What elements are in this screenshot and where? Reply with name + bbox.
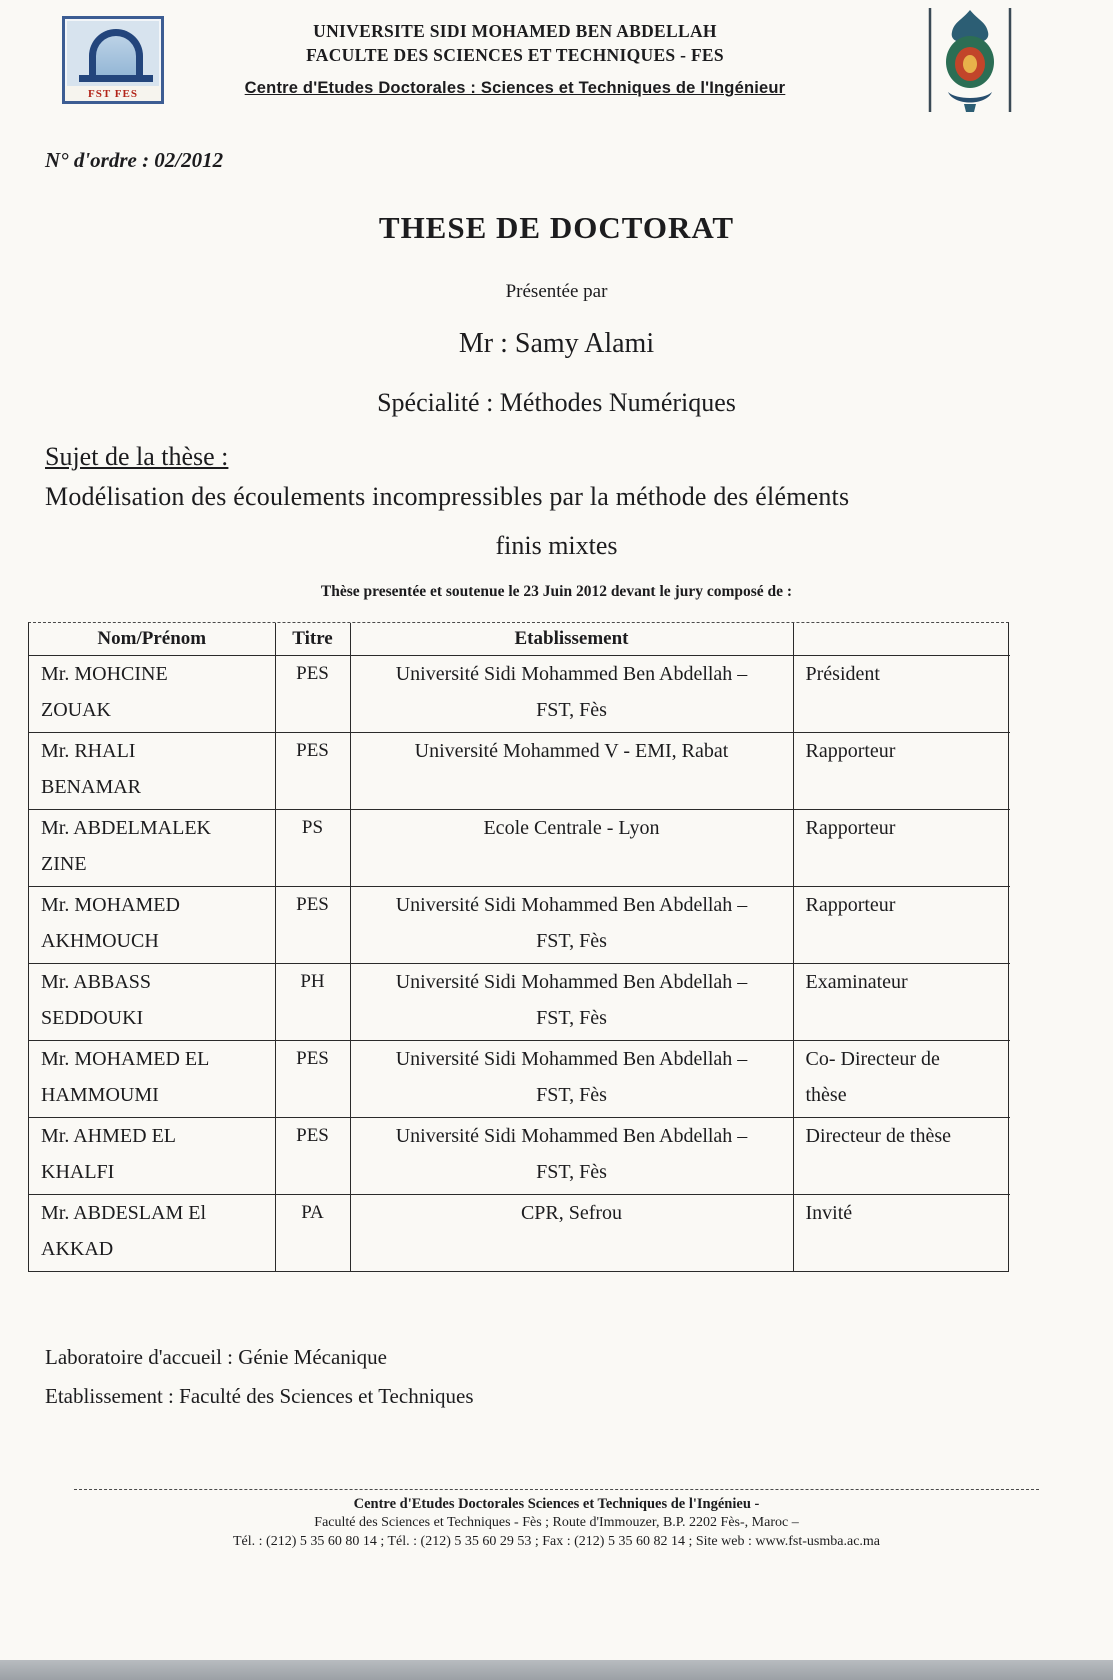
member-name-line1: Mr. ABBASS <box>41 970 152 993</box>
member-title: PA <box>275 1194 350 1271</box>
jury-row-6 <box>29 1040 1010 1117</box>
jury-row-5 <box>29 963 1010 1040</box>
member-name-line2: ZINE <box>41 852 87 875</box>
university-seal-icon <box>924 6 1016 114</box>
member-name-line2: KHALFI <box>41 1160 115 1183</box>
footer-divider <box>74 1489 1039 1490</box>
member-role-line1: Rapporteur <box>805 739 896 762</box>
member-title: PES <box>275 886 350 963</box>
jury-col-name: Nom/Prénom <box>29 623 275 655</box>
jury-row-4 <box>29 886 1010 963</box>
member-name-line2: ZOUAK <box>41 698 111 721</box>
member-name-line1: Mr. AHMED EL <box>41 1124 176 1147</box>
member-title: PES <box>275 655 350 732</box>
specialty-line: Spécialité : Méthodes Numériques <box>377 388 736 417</box>
subject-line2: finis mixtes <box>495 531 618 560</box>
host-lab-line: Laboratoire d'accueil : Génie Mécanique <box>45 1345 387 1369</box>
jury-row-1 <box>29 655 1010 732</box>
member-role-line1: Rapporteur <box>805 816 896 839</box>
jury-col-title: Titre <box>275 623 350 655</box>
member-name-line1: Mr. MOHAMED EL <box>41 1047 210 1070</box>
member-role-line2: thèse <box>805 1083 847 1106</box>
footer-center-name: Centre d'Etudes Doctorales Sciences et Techniques de l'Ingénieu - <box>353 1496 760 1512</box>
scan-edge <box>0 1660 1113 1680</box>
order-number: N° d'ordre : 02/2012 <box>45 148 224 172</box>
member-title: PES <box>275 732 350 809</box>
member-name-line1: Mr. ABDELMALEK <box>41 816 211 839</box>
member-role-line1: Directeur de thèse <box>805 1124 951 1147</box>
member-name-line2: HAMMOUMI <box>41 1083 159 1106</box>
jury-header-row <box>29 623 1010 655</box>
jury-intro: Thèse presentée et soutenue le 23 Juin 2012 devant le jury composé de : <box>320 583 793 600</box>
member-institution-line1: Université Sidi Mohammed Ben Abdellah – <box>395 1124 748 1147</box>
member-title: PES <box>275 1117 350 1194</box>
subject-label: Sujet de la thèse : <box>45 442 229 471</box>
member-institution-line1: Université Sidi Mohammed Ben Abdellah – <box>395 662 748 685</box>
jury-col-institution: Etablissement <box>350 623 793 655</box>
host-institution-line: Etablissement : Faculté des Sciences et Techniques <box>45 1384 474 1408</box>
member-role-line1: Examinateur <box>805 970 908 993</box>
jury-table <box>28 622 1009 1272</box>
jury-row-7 <box>29 1117 1010 1194</box>
fst-logo-icon <box>62 16 164 104</box>
member-name-line2: BENAMAR <box>41 775 142 798</box>
member-name-line2: AKHMOUCH <box>41 929 159 952</box>
member-institution-line2: FST, Fès <box>536 698 607 721</box>
member-title: PH <box>275 963 350 1040</box>
member-name-line1: Mr. MOHAMED <box>41 893 180 916</box>
member-institution-line2: FST, Fès <box>536 1006 607 1029</box>
jury-row-3 <box>29 809 1010 886</box>
member-institution-line2: FST, Fès <box>536 1083 607 1106</box>
member-institution-line1: Université Sidi Mohammed Ben Abdellah – <box>395 893 748 916</box>
member-name-line2: SEDDOUKI <box>41 1006 144 1029</box>
fst-logo-arch-icon <box>89 29 143 81</box>
footer-address: Faculté des Sciences et Techniques - Fès ; Route d'Immouzer, B.P. 2202 Fès-, Maroc – <box>314 1515 799 1530</box>
member-institution-line1: Université Sidi Mohammed Ben Abdellah – <box>395 970 748 993</box>
member-institution-line1: Ecole Centrale - Lyon <box>483 816 660 839</box>
member-role-line1: Président <box>805 662 880 685</box>
member-institution-line1: Université Sidi Mohammed Ben Abdellah – <box>395 1047 748 1070</box>
faculty-name: FACULTE DES SCIENCES ET TECHNIQUES - FES <box>306 44 724 65</box>
member-role-line1: Co- Directeur de <box>805 1047 940 1070</box>
member-name-line1: Mr. RHALI <box>41 739 136 762</box>
doctoral-center-name: Centre d'Etudes Doctorales : Sciences et Techniques de l'Ingénieur <box>244 79 786 98</box>
member-institution-line1: Université Mohammed V - EMI, Rabat <box>414 739 729 762</box>
jury-col-role <box>793 623 1010 655</box>
footer-contacts: Tél. : (212) 5 35 60 80 14 ; Tél. : (212) 5 35 60 29 53 ; Fax : (212) 5 35 60 82 14 ; Site web : www.fst-usmba.ac.ma <box>232 1534 881 1549</box>
member-name-line1: Mr. ABDESLAM El <box>41 1201 207 1224</box>
fst-logo-bar-icon <box>79 75 153 82</box>
author-name: Mr : Samy Alami <box>458 328 655 359</box>
thesis-title: THESE DE DOCTORAT <box>378 210 735 245</box>
presented-by-label: Présentée par <box>505 281 608 302</box>
fst-logo-caption: FST FES <box>65 86 161 101</box>
jury-row-2 <box>29 732 1010 809</box>
university-name: UNIVERSITE SIDI MOHAMED BEN ABDELLAH <box>313 21 717 41</box>
header-text-block <box>180 20 850 98</box>
subject-line1: Modélisation des écoulements incompressibles par la méthode des éléments <box>45 482 850 511</box>
member-institution-line2: FST, Fès <box>536 929 607 952</box>
member-title: PES <box>275 1040 350 1117</box>
member-role-line1: Invité <box>805 1201 853 1224</box>
member-institution-line2: FST, Fès <box>536 1160 607 1183</box>
member-role-line1: Rapporteur <box>805 893 896 916</box>
member-title: PS <box>275 809 350 886</box>
member-institution-line1: CPR, Sefrou <box>520 1201 623 1224</box>
member-name-line1: Mr. MOHCINE <box>41 662 168 685</box>
jury-row-8 <box>29 1194 1010 1271</box>
member-name-line2: AKKAD <box>41 1237 114 1260</box>
